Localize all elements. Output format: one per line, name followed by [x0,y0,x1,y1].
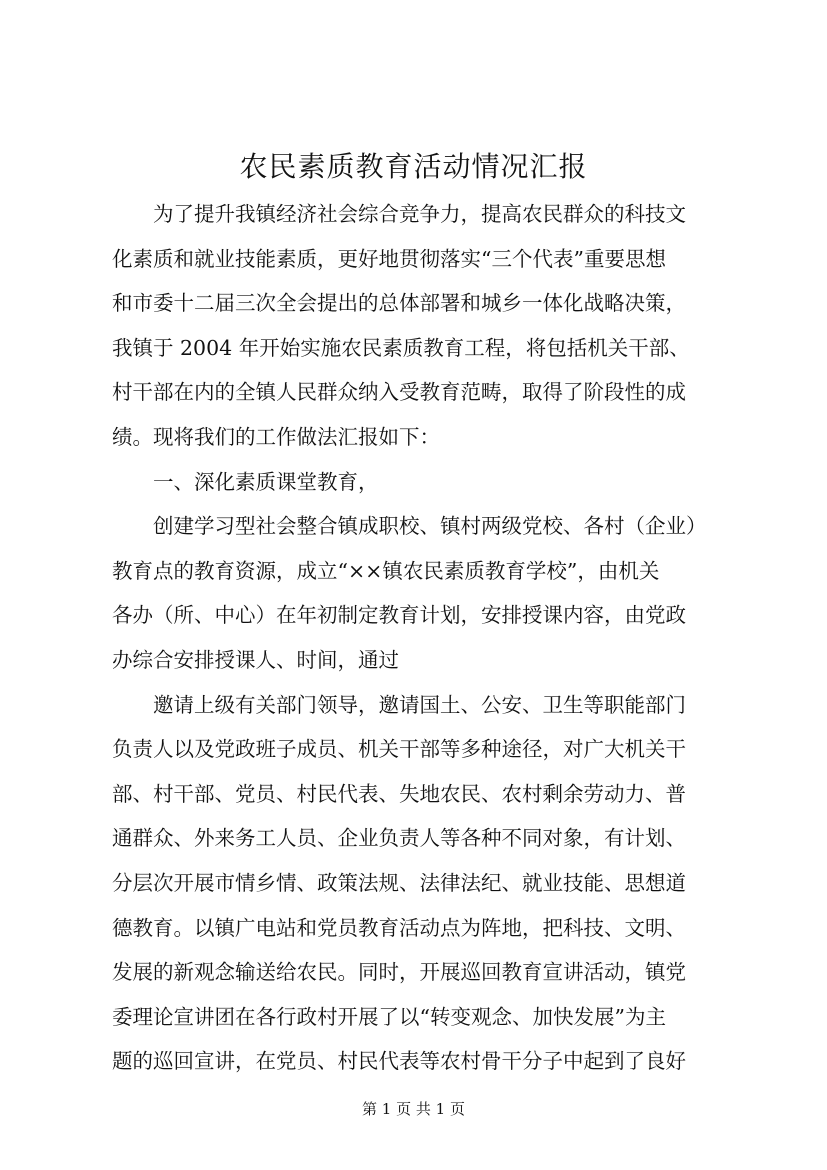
text-line: 德教育。以镇广电站和党员教育活动点为阵地，把科技、文明、 [112,915,686,940]
text-line: 分层次开展市情乡情、政策法规、法律法纪、就业技能、思想道 [112,870,686,895]
text-line: 和市委十二届三次全会提出的总体部署和城乡一体化战略决策， [112,291,686,316]
text-line: 绩。现将我们的工作做法汇报如下： [112,424,440,449]
text-line: 发展的新观念输送给农民。同时，开展巡回教育宣讲活动，镇党 [112,960,686,985]
text-line: 邀请上级有关部门领导，邀请国土、公安、卫生等职能部门 [153,692,686,717]
text-line: 创建学习型社会整合镇成职校、镇村两级党校、各村（企业） [153,514,707,539]
text-line: 通群众、外来务工人员、企业负责人等各种不同对象，有计划、 [112,826,686,851]
section-heading: 一、深化素质课堂教育， [153,469,379,494]
text-line: 办综合安排授课人、时间，通过 [112,647,399,672]
text-line: 教育点的教育资源，成立“××镇农民素质教育学校”，由机关 [112,558,660,583]
page-number-footer: 第 1 页 共 1 页 [362,1100,465,1118]
text-line: 各办（所、中心）在年初制定教育计划，安排授课内容，由党政 [112,603,686,628]
text-line: 委理论宣讲团在各行政村开展了以“转变观念、加快发展”为主 [112,1004,666,1029]
document-body [112,192,722,1084]
text-line: 我镇于 2004 年开始实施农民素质教育工程，将包括机关干部、 [112,335,690,360]
text-line: 负责人以及党政班子成员、机关干部等多种途径，对广大机关干 [112,737,686,762]
text-line: 化素质和就业技能素质，更好地贯彻落实“三个代表”重要思想 [112,246,666,271]
text-line: 题的巡回宣讲，在党员、村民代表等农村骨干分子中起到了良好 [112,1049,686,1074]
text-line: 为了提升我镇经济社会综合竞争力，提高农民群众的科技文 [153,202,686,226]
text-line: 部、村干部、党员、村民代表、失地农民、农村剩余劳动力、普 [112,781,686,806]
text-line: 村干部在内的全镇人民群众纳入受教育范畴，取得了阶段性的成 [112,380,686,405]
document-title: 农民素质教育活动情况汇报 [239,150,588,183]
